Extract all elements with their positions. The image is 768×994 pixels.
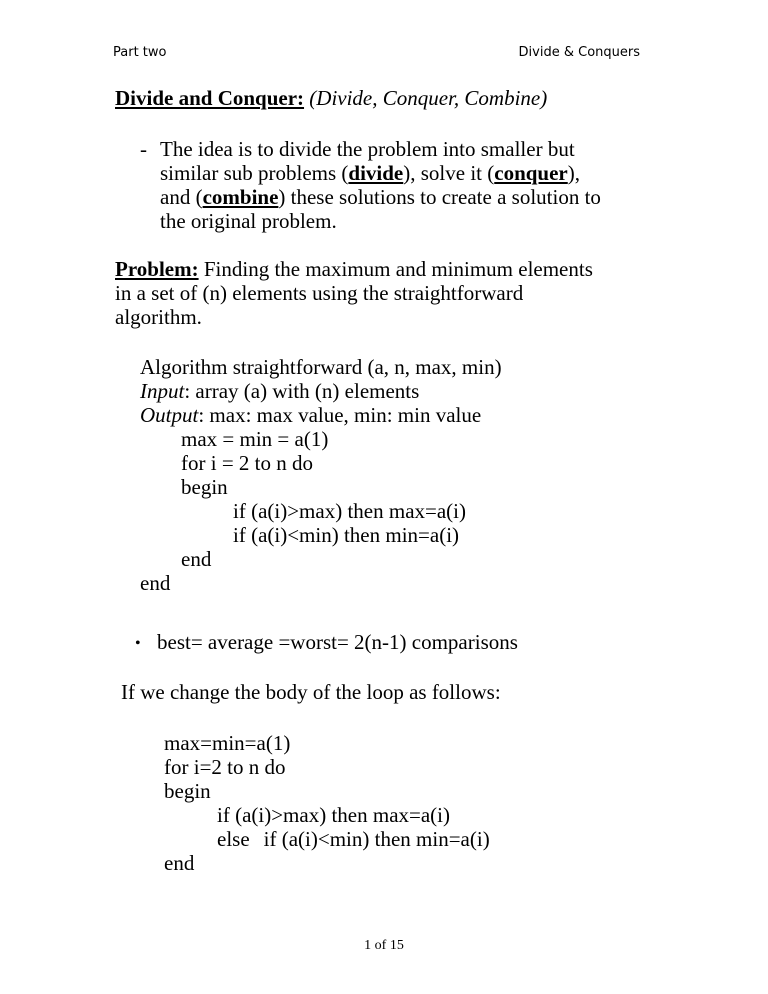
page-header-left: Part two: [113, 45, 167, 60]
idea-line-1: The idea is to divide the problem into smaller but: [160, 137, 575, 161]
algo1-line-1: max = min = a(1): [181, 427, 329, 451]
section-title: [115, 86, 547, 110]
problem-text-1: Finding the maximum and minimum elements: [198, 257, 593, 281]
idea-line-3-a: and (: [160, 185, 203, 209]
problem-label: Problem:: [115, 257, 199, 281]
algo1-output: [140, 403, 481, 427]
algo1-input-text: : array (a) with (n) elements: [184, 379, 420, 403]
page-number: 1 of 15: [364, 938, 404, 953]
algo1-line-4: if (a(i)>max) then max=a(i): [233, 499, 466, 523]
problem-line-2: in a set of (n) elements using the straightforward: [115, 281, 524, 305]
keyword-divide: divide: [348, 161, 404, 185]
bullet-text: best= average =worst= 2(n-1) comparisons: [157, 630, 518, 654]
algo1-line-3: begin: [181, 475, 228, 499]
idea-line-2: [160, 161, 580, 185]
change-text: If we change the body of the loop as follows:: [121, 680, 501, 704]
algo1-signature: Algorithm straightforward (a, n, max, min): [140, 355, 502, 379]
algo1-input-label: Input: [140, 379, 185, 403]
algo1-line-5: if (a(i)<min) then min=a(i): [233, 523, 460, 547]
algo2-line-5: [217, 827, 490, 851]
algo2-line-6: end: [164, 851, 195, 875]
problem-line-3: algorithm.: [115, 305, 202, 329]
algo1-line-2: for i = 2 to n do: [181, 451, 313, 475]
algo2-else: else: [217, 827, 250, 851]
algo2-line-3: begin: [164, 779, 211, 803]
algo1-line-6: end: [181, 547, 212, 571]
keyword-conquer: conquer: [494, 161, 568, 185]
algo1-line-7: end: [140, 571, 171, 595]
idea-line-3: [160, 185, 601, 209]
idea-line-3-b: ) these solutions to create a solution to: [278, 185, 601, 209]
page-header-right: Divide & Conquers: [518, 45, 640, 60]
algo1-output-label: Output: [140, 403, 199, 427]
keyword-combine: combine: [202, 185, 279, 209]
idea-line-2-b: ), solve it (: [403, 161, 495, 185]
title-sub: (Divide, Conquer, Combine): [309, 86, 548, 110]
algo2-line-2: for i=2 to n do: [164, 755, 286, 779]
idea-dash: -: [140, 137, 147, 161]
algo2-line-4: if (a(i)>max) then max=a(i): [217, 803, 450, 827]
algo2-else-if: if (a(i)<min) then min=a(i): [263, 827, 490, 851]
idea-line-2-c: ),: [567, 161, 580, 185]
algo1-output-text: : max: max value, min: min value: [198, 403, 482, 427]
idea-line-2-a: similar sub problems (: [160, 161, 349, 185]
algo2-line-1: max=min=a(1): [164, 731, 291, 755]
title-main: Divide and Conquer:: [115, 86, 305, 110]
problem-line-1: [115, 257, 593, 281]
bullet-icon: •: [135, 635, 141, 652]
idea-line-4: the original problem.: [160, 209, 337, 233]
algo1-input: [140, 379, 419, 403]
